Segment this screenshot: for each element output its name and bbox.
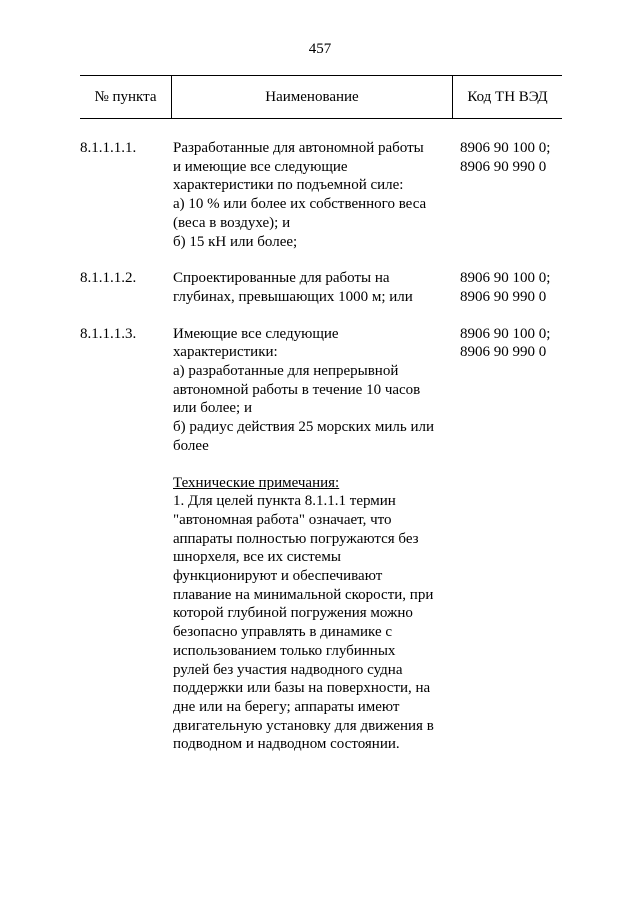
note-line: плавание на минимальной скорости, при <box>173 586 434 603</box>
text-line: глубинах, превышающих 1000 м; или <box>173 288 413 305</box>
item-code <box>460 325 570 362</box>
note-line: шнорхеля, все их системы <box>173 549 341 566</box>
notes-body <box>173 474 458 755</box>
note-line: двигательную установку для движения в <box>173 717 434 734</box>
text-line: Имеющие все следующие <box>173 325 339 342</box>
text-line: б) 15 кН или более; <box>173 233 298 250</box>
note-line: которой глубиной погружения можно <box>173 605 413 622</box>
text-line: более <box>173 437 209 454</box>
note-line: рулей без участия надводного судна <box>173 661 403 678</box>
code-line: 8906 90 990 0 <box>460 158 547 175</box>
item-number: 8.1.1.1.3. <box>80 325 137 342</box>
note-line: поддержки или базы на поверхности, на <box>173 680 431 697</box>
code-line: 8906 90 990 0 <box>460 344 547 361</box>
text-line: а) 10 % или более их собственного веса <box>173 196 427 213</box>
table-row <box>80 269 562 306</box>
note-line: безопасно управлять в динамике с <box>173 624 393 641</box>
item-number: 8.1.1.1.2. <box>80 270 137 287</box>
text-line: Разработанные для автономной работы <box>173 140 424 156</box>
text-line: характеристики по подъемной силе: <box>173 177 404 194</box>
note-line: 1. Для целей пункта 8.1.1.1 термин <box>173 493 396 510</box>
table-row <box>80 139 562 251</box>
text-line: и имеющие все следующие <box>173 158 348 175</box>
header-name: Наименование <box>172 76 453 118</box>
item-code <box>460 269 570 306</box>
page-number: 457 <box>308 41 332 57</box>
text-line: а) разработанные для непрерывной <box>173 363 399 380</box>
text-line: (веса в воздухе); и <box>173 214 291 231</box>
table-header <box>80 75 562 119</box>
note-line: функционируют и обеспечивают <box>173 568 383 585</box>
note-line: "автономная работа" означает, что <box>173 511 392 528</box>
item-number: 8.1.1.1.1. <box>80 140 137 156</box>
technical-notes <box>80 474 562 755</box>
header-item-number: № пункта <box>80 76 172 118</box>
code-line: 8906 90 990 0 <box>460 288 547 305</box>
text-line: автономной работы в течение 10 часов <box>173 381 421 398</box>
note-line: дне или на берегу; аппараты имеют <box>173 698 400 715</box>
note-line: подводном и надводном состоянии. <box>173 736 400 753</box>
item-code <box>460 139 570 176</box>
table-row <box>80 325 562 456</box>
item-name <box>173 325 458 456</box>
text-line: или более; и <box>173 400 252 417</box>
item-name <box>173 139 458 251</box>
header-code: Код ТН ВЭД <box>467 89 548 105</box>
classification-table <box>80 75 562 754</box>
item-name <box>173 269 458 306</box>
text-line: б) радиус действия 25 морских миль или <box>173 419 434 436</box>
notes-title: Технические примечания: <box>173 474 340 491</box>
code-line: 8906 90 100 0; <box>460 270 551 287</box>
note-line: аппараты полностью погружаются без <box>173 530 419 547</box>
text-line: характеристики: <box>173 344 278 361</box>
code-line: 8906 90 100 0; <box>460 140 551 156</box>
table-body <box>80 139 562 754</box>
note-line: использованием только глубинных <box>173 642 396 659</box>
text-line: Спроектированные для работы на <box>173 270 390 287</box>
code-line: 8906 90 100 0; <box>460 325 551 342</box>
